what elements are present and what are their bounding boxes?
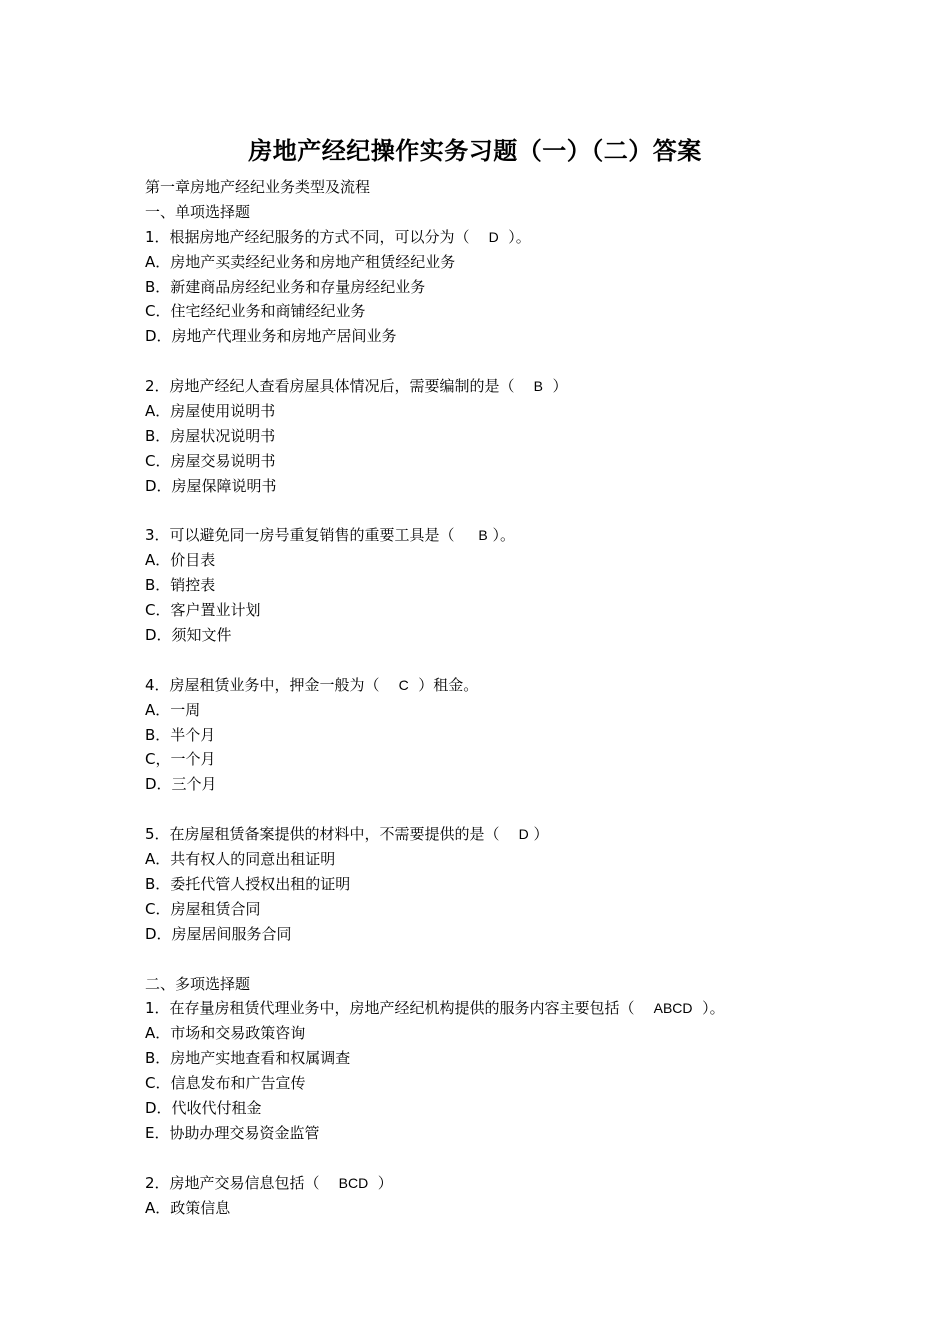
blank-line	[145, 648, 865, 673]
question-stem	[145, 1171, 865, 1196]
document-title: 房地产经纪操作实务习题（一）（二）答案	[248, 137, 702, 165]
option-item: A．市场和交易政策咨询	[145, 1024, 306, 1043]
question-text-end: ）。	[498, 227, 531, 246]
question-text: 2．房地产交易信息包括（	[145, 1173, 339, 1192]
question-text-end: ）租金。	[408, 675, 479, 694]
option-item: B．新建商品房经纪业务和存量房经纪业务	[145, 277, 426, 296]
question-text: 5．在房屋租赁备案提供的材料中，不需要提供的是（	[145, 825, 519, 844]
question-stem	[145, 225, 865, 250]
option-item: C．房屋交易说明书	[145, 451, 276, 470]
option-item: A．房地产买卖经纪业务和房地产租赁经纪业务	[145, 252, 456, 271]
question-text-end: ）	[368, 1173, 393, 1192]
blank-line	[145, 947, 865, 972]
section-heading: 二、多项选择题	[145, 974, 251, 993]
option-item: D．三个月	[145, 775, 217, 794]
option-item: A．共有权人的同意出租证明	[145, 850, 336, 869]
answer-value: D	[488, 228, 499, 245]
section-heading: 一、单项选择题	[145, 202, 251, 221]
option-item: B．销控表	[145, 576, 216, 595]
option-item: A．价目表	[145, 551, 216, 570]
option-item: B．委托代管人授权出租的证明	[145, 874, 351, 893]
question-stem	[145, 523, 865, 548]
question-text: 2．房地产经纪人查看房屋具体情况后，需要编制的是（	[145, 377, 534, 396]
answer-value: BCD	[338, 1174, 369, 1191]
question-text-end: ）。	[487, 526, 516, 545]
blank-line	[145, 499, 865, 524]
answer-value: B	[533, 378, 543, 395]
question-text: 4．房屋租赁业务中，押金一般为（	[145, 675, 399, 694]
question-stem	[145, 822, 865, 847]
option-item: A．房屋使用说明书	[145, 402, 276, 421]
question-text: 3．可以避免同一房号重复销售的重要工具是（	[145, 526, 479, 545]
question-text-end: ）	[542, 377, 568, 396]
question-text-end: ）	[528, 825, 549, 844]
option-item: D．房屋居间服务合同	[145, 924, 292, 943]
option-item: C．住宅经纪业务和商铺经纪业务	[145, 302, 366, 321]
option-item: D．房屋保障说明书	[145, 476, 277, 495]
option-item: C．房屋租赁合同	[145, 899, 261, 918]
answer-value: ABCD	[653, 1000, 693, 1017]
question-text: 1．根据房地产经纪服务的方式不同，可以分为（	[145, 227, 489, 246]
question-text-end: ）。	[692, 999, 725, 1018]
option-item: C．客户置业计划	[145, 601, 261, 620]
option-item: B．房屋状况说明书	[145, 426, 276, 445]
question-stem	[145, 374, 865, 399]
answer-value: D	[518, 826, 529, 843]
chapter-heading: 第一章房地产经纪业务类型及流程	[145, 178, 371, 196]
blank-line	[145, 797, 865, 822]
document-body	[145, 175, 865, 1220]
option-item: B．房地产实地查看和权属调查	[145, 1049, 351, 1068]
option-item: A．一周	[145, 700, 201, 719]
blank-line	[145, 349, 865, 374]
option-item: C．信息发布和广告宣传	[145, 1074, 306, 1093]
option-item: B．半个月	[145, 725, 216, 744]
option-item: A．政策信息	[145, 1198, 231, 1217]
question-text: 1．在存量房租赁代理业务中，房地产经纪机构提供的服务内容主要包括（	[145, 999, 654, 1018]
blank-line	[145, 1146, 865, 1171]
question-stem	[145, 673, 865, 698]
option-item: D．代收代付租金	[145, 1098, 262, 1117]
option-item: D．须知文件	[145, 626, 232, 645]
answer-value: B	[478, 527, 488, 544]
option-item: C，一个月	[145, 750, 216, 769]
answer-value: C	[398, 676, 409, 693]
option-item: E．协助办理交易资金监管	[145, 1123, 320, 1142]
question-stem	[145, 996, 865, 1021]
option-item: D．房地产代理业务和房地产居间业务	[145, 327, 397, 346]
